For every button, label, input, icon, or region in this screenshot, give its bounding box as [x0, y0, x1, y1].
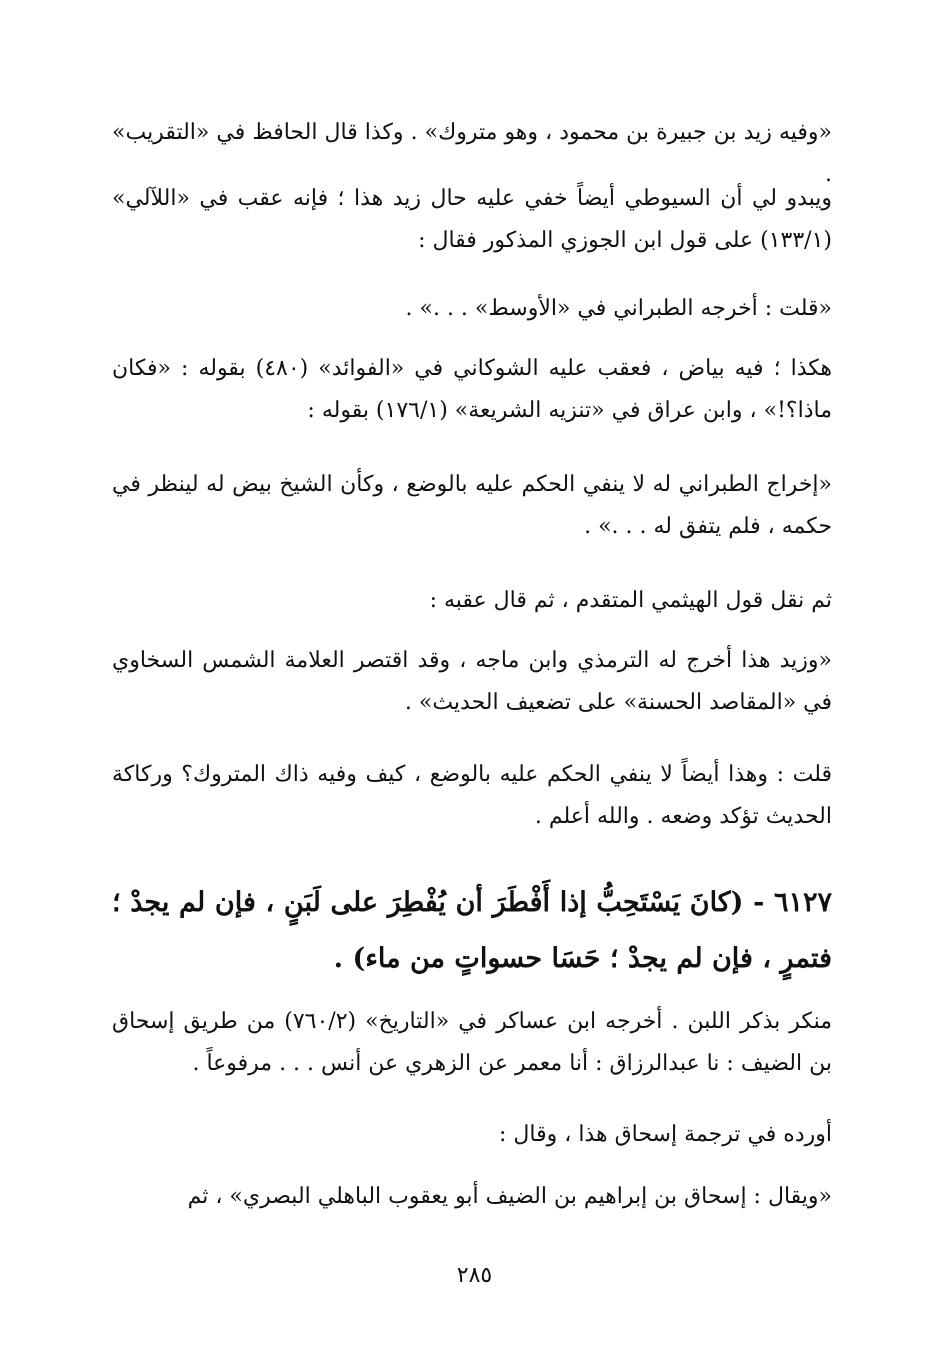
- paragraph-2: ويبدو لي أن السيوطي أيضاً خفي عليه حال زيد هذا ؛ فإنه عقب في «اللآلي» (١٣٣/١) على قول ابن الجوزي المذكور فقال :: [112, 186, 832, 253]
- paragraph-3: «قلت : أخرجه الطبراني في «الأوسط» . . .» .: [405, 296, 832, 321]
- paragraph-10: أورده في ترجمة إسحاق هذا ، وقال :: [499, 1122, 832, 1147]
- page-number: ٢٨٥: [456, 1263, 493, 1288]
- paragraph-8: قلت : وهذا أيضاً لا ينفي الحكم عليه بالوضع ، كيف وفيه ذاك المتروك؟ وركاكة الحديث تؤكد وضعه . والله أعلم .: [112, 762, 832, 829]
- paragraph-6: ثم نقل قول الهيثمي المتقدم ، ثم قال عقبه :: [429, 588, 832, 613]
- paragraph-9: منكر بذكر اللبن . أخرجه ابن عساكر في «التاريخ» (٧٦٠/٢) من طريق إسحاق بن الضيف : نا عبدالرزاق : أنا معمر عن الزهري عن أنس . . . مرفوعاً .: [112, 1009, 833, 1076]
- paragraph-4: هكذا ؛ فيه بياض ، فعقب عليه الشوكاني في «الفوائد» (٤٨٠) بقوله : «فكان ماذا؟!» ، وابن عراق في «تنزيه الشريعة» (١٧٦/١) بقوله :: [112, 356, 833, 423]
- paragraph-1: «وفيه زيد بن جبيرة بن محمود ، وهو متروك» . وكذا قال الحافظ في «التقريب» .: [112, 120, 832, 187]
- paragraph-11: «ويقال : إسحاق بن إبراهيم بن الضيف أبو يعقوب الباهلي البصري» ، ثم: [187, 1184, 832, 1209]
- hadith-heading: ٦١٢٧ - (كانَ يَسْتَحِبُّ إذا أَفْطَرَ أن يُفْطِرَ على لَبَنٍ ، فإن لم يجدْ ؛ فتمرٍ ، فإن لم يجدْ ؛ حَسَا حسواتٍ من ماء) .: [112, 887, 832, 974]
- paragraph-7: «وزيد هذا أخرج له الترمذي وابن ماجه ، وقد اقتصر العلامة الشمس السخاوي في «المقاصد الحسنة» على تضعيف الحديث» .: [112, 648, 832, 715]
- paragraph-5: «إخراج الطبراني له لا ينفي الحكم عليه بالوضع ، وكأن الشيخ بيض له لينظر في حكمه ، فلم يتفق له . . .» .: [112, 472, 832, 539]
